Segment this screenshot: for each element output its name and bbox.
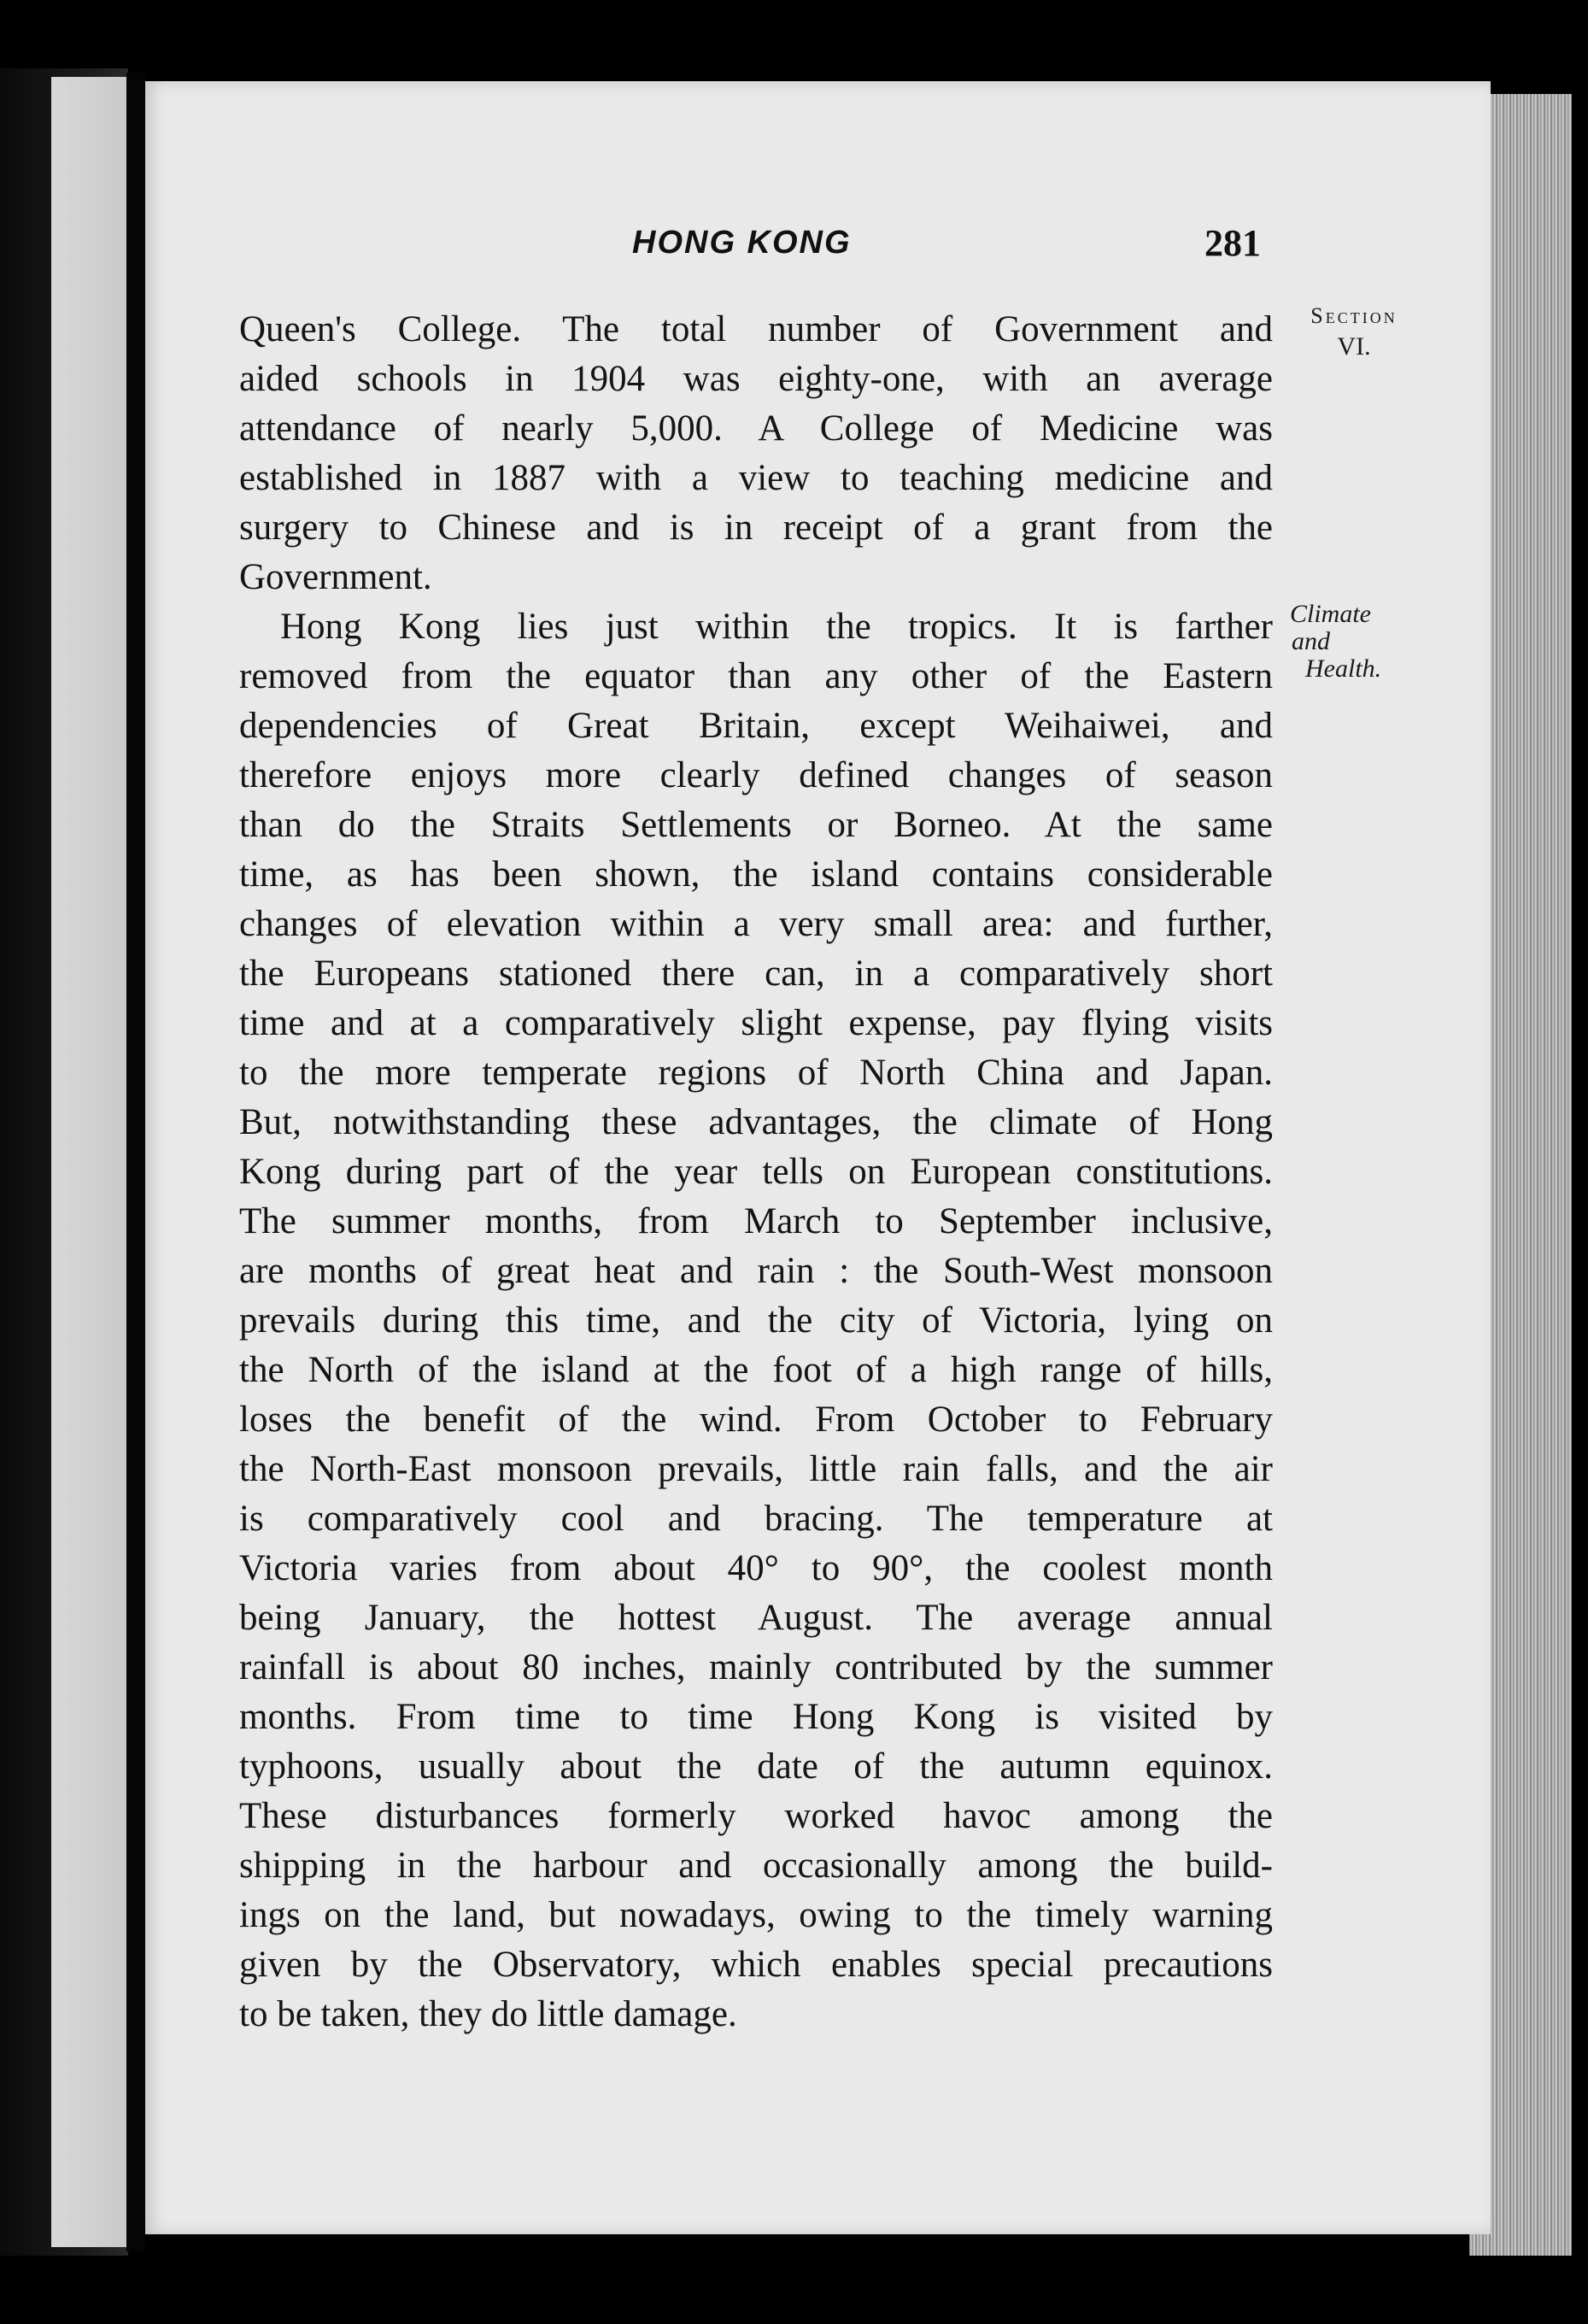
text-line: than do the Straits Settlements or Borneo. At the same xyxy=(239,805,1273,845)
text-line: Kong during part of the year tells on European constitutions. xyxy=(239,1152,1273,1192)
text-line: Government. xyxy=(239,557,432,597)
climate-note-word: Health. xyxy=(1305,654,1382,683)
text-line: Hong Kong lies just within the tropics. It is farther xyxy=(280,607,1273,647)
text-line: loses the benefit of the wind. From October to February xyxy=(239,1400,1273,1440)
text-line: These disturbances formerly worked havoc among the xyxy=(239,1796,1273,1836)
text-line: the North of the island at the foot of a high range of hills, xyxy=(239,1350,1273,1390)
previous-page-edge xyxy=(51,77,137,2247)
text-line: ings on the land, but nowadays, owing to the timely warning xyxy=(239,1895,1273,1935)
section-number: VI. xyxy=(1337,332,1371,361)
text-line: the Europeans stationed there can, in a comparatively short xyxy=(239,954,1273,994)
text-line: Queen's College. The total number of Government and xyxy=(239,309,1273,349)
body-text xyxy=(239,305,1273,2039)
text-line: is comparatively cool and bracing. The temperature at xyxy=(239,1499,1273,1539)
paragraph-schools xyxy=(239,305,1273,602)
climate-note-word: Climate xyxy=(1290,600,1371,628)
running-title: HONG KONG xyxy=(632,225,852,261)
paragraph-climate xyxy=(239,602,1273,2039)
page-number: 281 xyxy=(1204,222,1261,264)
text-line: to the more temperate regions of North China and Japan. xyxy=(239,1053,1273,1093)
text-line: attendance of nearly 5,000. A College of Medicine was xyxy=(239,408,1273,449)
text-line: The summer months, from March to September inclusive, xyxy=(239,1201,1273,1241)
text-line: time and at a comparatively slight expense, pay flying visits xyxy=(239,1003,1273,1043)
text-line: are months of great heat and rain : the South-West monsoon xyxy=(239,1251,1273,1291)
text-line: removed from the equator than any other of the Eastern xyxy=(239,656,1273,696)
section-label: Section xyxy=(1310,303,1398,328)
climate-margin-note xyxy=(1290,601,1427,683)
text-line: therefore enjoys more clearly defined changes of season xyxy=(239,755,1273,795)
text-line: prevails during this time, and the city of Victoria, lying on xyxy=(239,1300,1273,1341)
text-line: Victoria varies from about 40° to 90°, the coolest month xyxy=(239,1548,1273,1588)
text-line: shipping in the harbour and occasionally among the build- xyxy=(239,1846,1273,1886)
text-line: established in 1887 with a view to teaching medicine and xyxy=(239,458,1273,498)
page-header xyxy=(145,222,1491,276)
text-line: changes of elevation within a very small area: and further, xyxy=(239,904,1273,944)
text-line: to be taken, they do little damage. xyxy=(239,1994,737,2034)
text-line: given by the Observatory, which enables special precautions xyxy=(239,1945,1273,1985)
text-line: months. From time to time Hong Kong is visited by xyxy=(239,1697,1273,1737)
text-line: dependencies of Great Britain, except Weihaiwei, and xyxy=(239,706,1273,746)
text-line: surgery to Chinese and is in receipt of a grant from the xyxy=(239,508,1273,548)
book-page xyxy=(145,81,1491,2234)
text-line: But, notwithstanding these advantages, the climate of Hong xyxy=(239,1102,1273,1142)
text-line: aided schools in 1904 was eighty-one, with an average xyxy=(239,359,1273,399)
text-line: time, as has been shown, the island contains considerable xyxy=(239,854,1273,895)
climate-note-word: and xyxy=(1292,627,1330,655)
text-line: typhoons, usually about the date of the autumn equinox. xyxy=(239,1746,1273,1787)
book-binding xyxy=(126,73,145,2251)
text-line: rainfall is about 80 inches, mainly contributed by the summer xyxy=(239,1647,1273,1687)
section-margin-note xyxy=(1290,303,1418,361)
text-line: being January, the hottest August. The average annual xyxy=(239,1598,1273,1638)
text-line: the North-East monsoon prevails, little rain falls, and the air xyxy=(239,1449,1273,1489)
